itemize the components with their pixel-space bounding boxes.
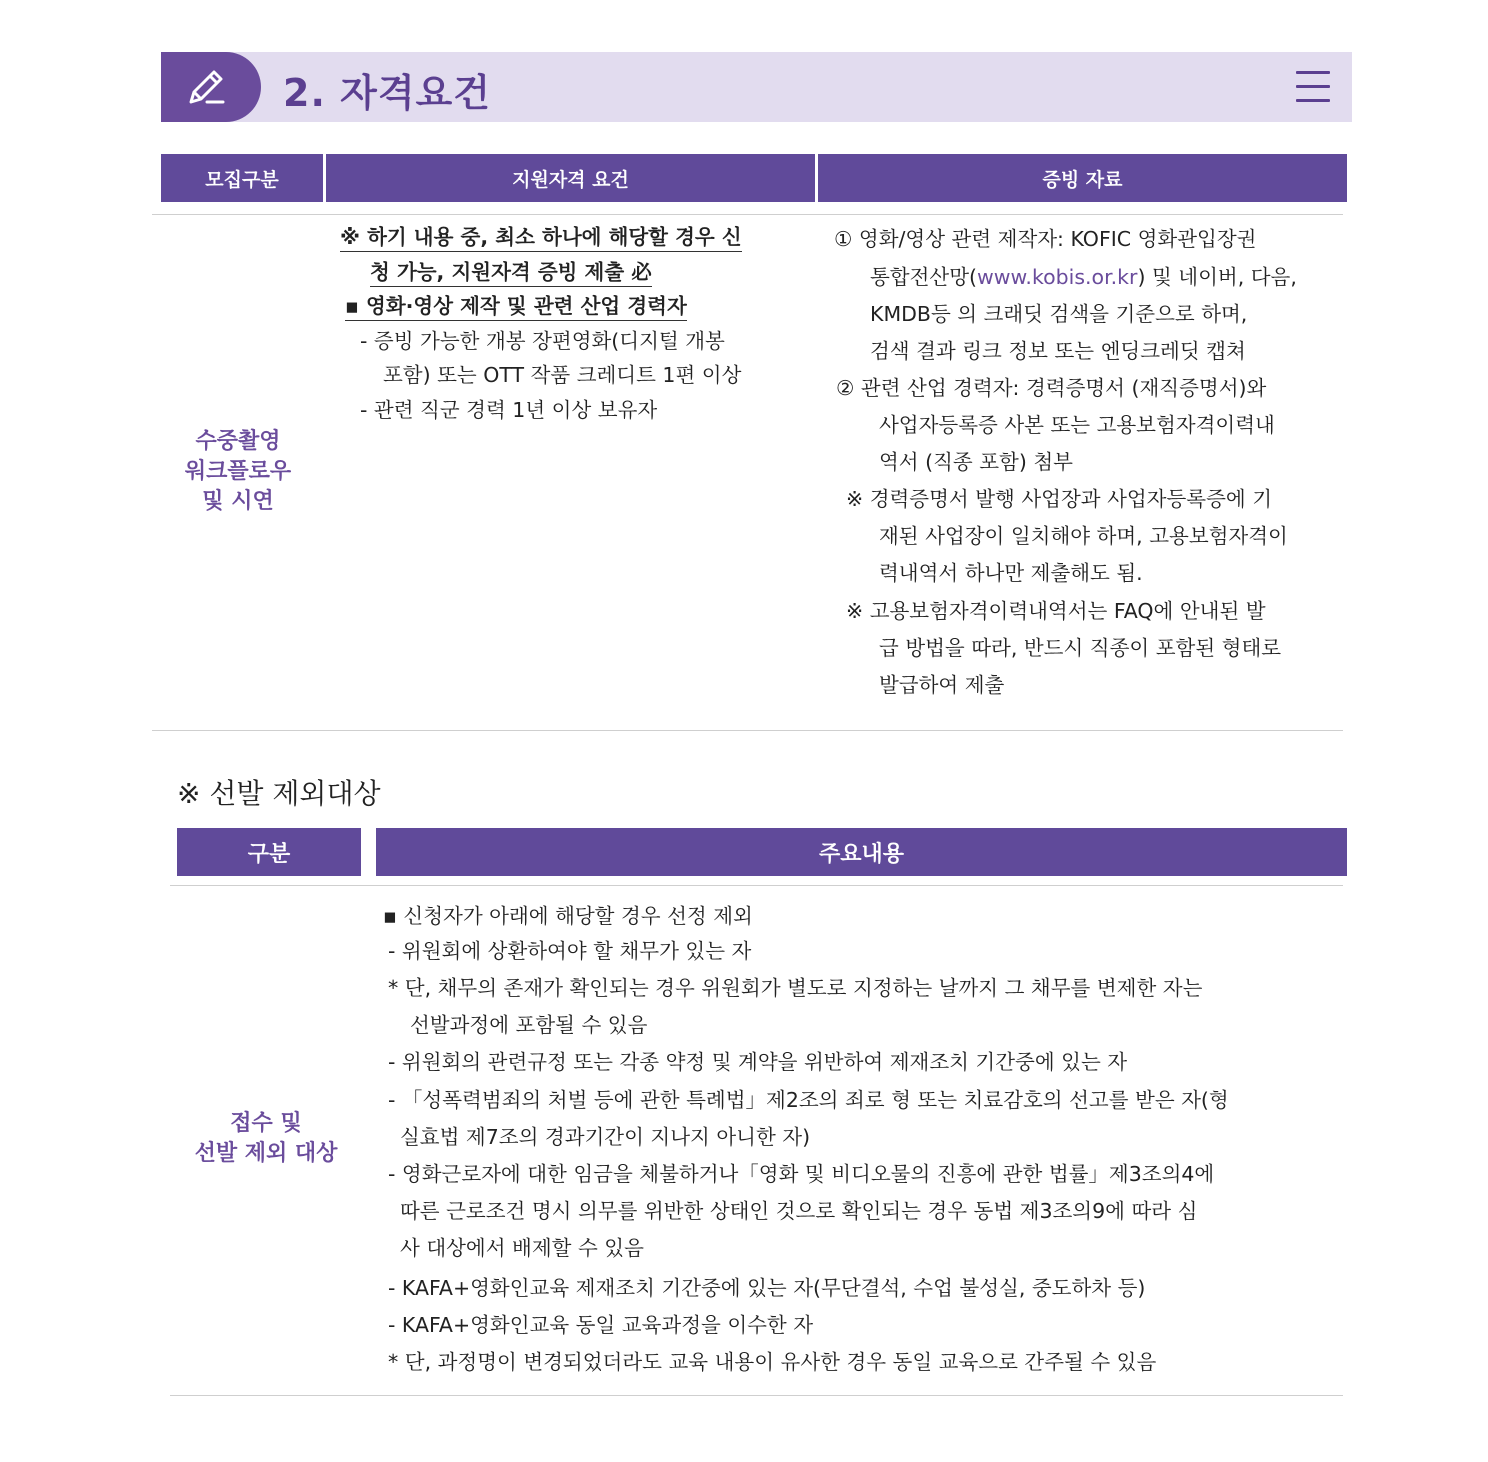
- pencil-icon: [183, 64, 229, 110]
- exclusion-note: * 단, 채무의 존재가 확인되는 경우 위원회가 별도로 지정하는 날까지 그 채무를 변제한 자는: [388, 976, 1203, 1000]
- menu-icon[interactable]: [1296, 71, 1330, 103]
- requirement-note: ※ 하기 내용 중, 최소 하나에 해당할 경우 신: [340, 220, 742, 254]
- table-divider: [152, 214, 1343, 215]
- col-header-requirements: 지원자격 요건: [326, 154, 815, 202]
- exclusion-item: - 위원회의 관련규정 또는 각종 약정 및 계약을 위반하여 제재조치 기간중에 있는 자: [388, 1050, 1128, 1074]
- exclusion-note: * 단, 과정명이 변경되었더라도 교육 내용이 유사한 경우 동일 교육으로 간주될 수 있음: [388, 1350, 1157, 1374]
- evidence-item: ② 관련 산업 경력자: 경력증명서 (재직증명서)와: [836, 376, 1267, 400]
- evidence-item-cont: 역서 (직종 포함) 첨부: [879, 450, 1073, 474]
- requirement-item: - 증빙 가능한 개봉 장편영화(디지털 개봉: [360, 329, 725, 353]
- table-divider: [170, 885, 1343, 886]
- evidence-note-cont: 발급하여 제출: [879, 673, 1005, 697]
- evidence-note-cont: 재된 사업장이 일치해야 하며, 고용보험자격이: [879, 524, 1288, 548]
- table-bottom-border: [170, 1395, 1343, 1396]
- exclusion-item: - 위원회에 상환하여야 할 채무가 있는 자: [388, 939, 752, 963]
- requirement-heading: ▪ 영화·영상 제작 및 관련 산업 경력자: [345, 289, 687, 323]
- section-header-banner: [161, 52, 1352, 122]
- exclusion-item: - KAFA+영화인교육 제재조치 기간중에 있는 자(무단결석, 수업 불성실, 중도하차 등): [388, 1276, 1146, 1300]
- exclusion-item: - KAFA+영화인교육 동일 교육과정을 이수한 자: [388, 1313, 814, 1337]
- evidence-item-cont: KMDB등 의 크래딧 검색을 기준으로 하며,: [870, 302, 1248, 326]
- exclusion-item-cont: 사 대상에서 배제할 수 있음: [400, 1236, 644, 1260]
- col-header-category-2: 구분: [177, 828, 361, 876]
- exclusion-item: - 영화근로자에 대한 임금을 체불하거나「영화 및 비디오물의 진흥에 관한 법률」제3조의4에: [388, 1162, 1215, 1186]
- col-header-category: 모집구분: [161, 154, 323, 202]
- evidence-item-cont: 검색 결과 링크 정보 또는 엔딩크레딧 캡쳐: [870, 339, 1246, 363]
- section-title: 2. 자격요건: [283, 71, 491, 115]
- evidence-note: ※ 경력증명서 발행 사업장과 사업자등록증에 기: [846, 487, 1273, 511]
- requirement-item: - 관련 직군 경력 1년 이상 보유자: [360, 398, 658, 422]
- table-bottom-border: [152, 730, 1343, 731]
- col-header-evidence: 증빙 자료: [818, 154, 1347, 202]
- requirement-item-cont: 포함) 또는 OTT 작품 크레디트 1편 이상: [383, 363, 742, 387]
- exclusion-item: - 「성폭력범죄의 처벌 등에 관한 특례법」제2조의 죄로 형 또는 치료감호의 선고를 받은 자(형: [388, 1088, 1229, 1112]
- col-header-content: 주요내용: [376, 828, 1347, 876]
- exclusion-note-cont: 선발과정에 포함될 수 있음: [410, 1013, 648, 1037]
- category-label: 수중촬영 워크플로우 및 시연: [184, 429, 292, 514]
- exclusion-heading: ▪ 신청자가 아래에 해당할 경우 선정 제외: [383, 904, 753, 928]
- evidence-note-cont: 급 방법을 따라, 반드시 직종이 포함된 형태로: [879, 636, 1282, 660]
- requirement-note-cont: 청 가능, 지원자격 증빙 제출 必: [370, 255, 652, 289]
- evidence-item-cont: 사업자등록증 사본 또는 고용보험자격이력내: [879, 413, 1275, 437]
- evidence-note: ※ 고용보험자격이력내역서는 FAQ에 안내된 발: [846, 599, 1266, 623]
- exclusion-section-title: ※ 선발 제외대상: [177, 777, 381, 810]
- kobis-link[interactable]: www.kobis.or.kr: [977, 265, 1138, 289]
- evidence-item: ① 영화/영상 관련 제작자: KOFIC 영화관입장권: [834, 227, 1257, 251]
- exclusion-item-cont: 따른 근로조건 명시 의무를 위반한 상태인 것으로 확인되는 경우 동법 제3조의9에 따라 심: [400, 1199, 1198, 1223]
- header-icon-badge: [161, 52, 261, 122]
- evidence-item-cont: 통합전산망(www.kobis.or.kr) 및 네이버, 다음,: [870, 265, 1297, 289]
- exclusion-item-cont: 실효법 제7조의 경과기간이 지나지 아니한 자): [400, 1125, 811, 1149]
- evidence-note-cont: 력내역서 하나만 제출해도 됨.: [879, 561, 1143, 585]
- category-label-2: 접수 및 선발 제외 대상: [194, 1111, 338, 1166]
